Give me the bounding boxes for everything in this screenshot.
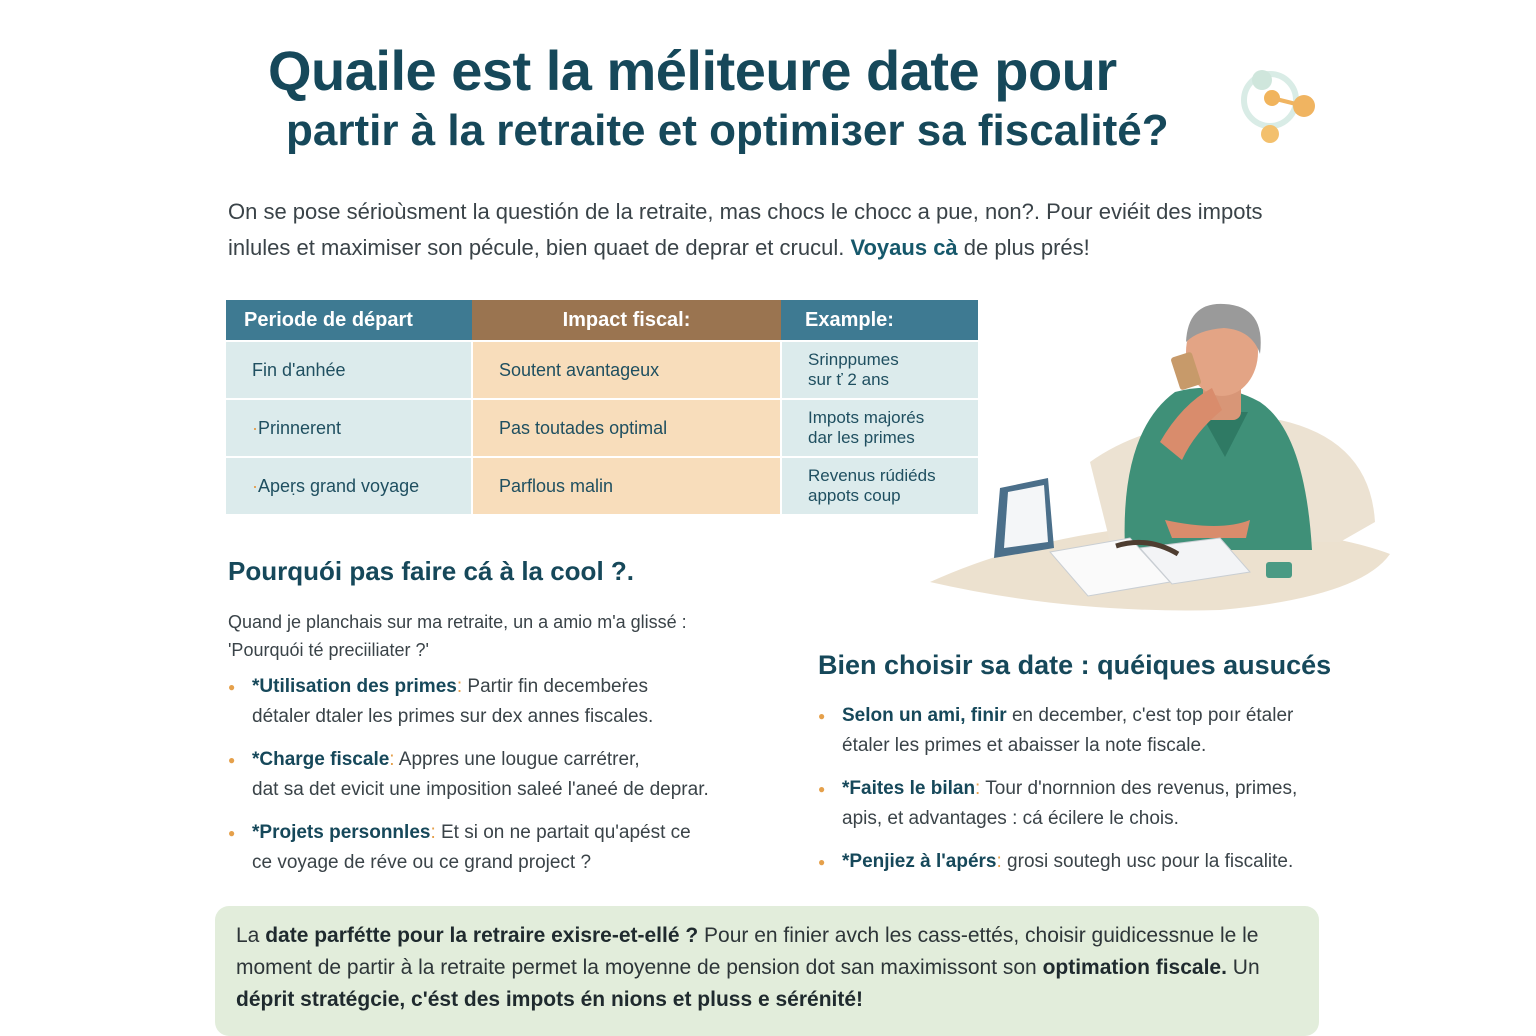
left-bullet-list — [228, 672, 788, 891]
conclusion-bold2: optimation fiscale. — [1042, 956, 1227, 979]
conclusion-box — [215, 906, 1319, 1036]
quote-line1: Quand je planchais sur ma retraite, un a amio m'a glissé : — [228, 612, 687, 632]
item-label: *Penjiez à l'apérs — [842, 851, 997, 872]
right-section-heading: Bien choisir sa date : quéiques ausucés — [818, 650, 1332, 680]
conclusion-text2: Pour en finier avch les cass-ettés, choisir guidicessnue le le moment de partir à la retraite permet la moyenne de pension dot san maximissont son — [236, 924, 1259, 979]
quote-line2: 'Pourquói té preciiliater ?' — [228, 640, 429, 660]
item-text2: étaler les primes et abaisser la note fiscale. — [842, 735, 1207, 756]
item-text: Tour d'nornnion des revenus, primes, — [980, 778, 1298, 799]
list-item — [818, 701, 1378, 761]
item-label: *Charge fiscale — [252, 749, 390, 770]
item-text2: ce voyage de réve ou ce grand project ? — [252, 852, 592, 873]
retiree-thinking-illustration — [920, 292, 1400, 622]
left-section-quote — [228, 608, 788, 664]
periode-text: Apeṛs grand voyage — [258, 475, 420, 496]
table-header-impact: Impact fiscal: — [472, 300, 781, 341]
row-bullet-icon: · — [252, 475, 258, 496]
page-title-line1: Quaile est la méliteure date pour — [268, 39, 1117, 102]
item-text2: apis, et advantages : cá écilere le chois. — [842, 808, 1179, 829]
periode-text: Prinnerent — [258, 417, 342, 438]
intro-text: On se pose sérioùsment la questión de la retraite, mas chocs le chocc a pue, non?. Pour eviéit des impots inlules et maximiser son pécule, bien quaet de deprar et crucul. — [228, 199, 1263, 260]
item-separator: : — [975, 778, 981, 799]
intro-paragraph — [228, 194, 1328, 266]
conclusion-text3: Un — [1226, 956, 1260, 979]
item-text: Partir fin decembeṙes — [462, 676, 648, 697]
example-line2: appots coup — [808, 486, 901, 505]
page-title-line2: partir à la retraite et optimiзer sa fiscalité? — [286, 106, 1169, 155]
example-line2: dar les primes — [808, 428, 915, 447]
item-separator: : — [456, 676, 463, 697]
intro-highlight: Voyaus cà — [850, 235, 958, 260]
item-text2: détaler dtaler les primes sur dex annes fiscales. — [252, 706, 654, 727]
table-cell-impact: Pas toutades optimal — [472, 399, 781, 457]
example-line1: Impots majorés — [808, 408, 925, 427]
table-header-row — [226, 300, 978, 341]
item-separator: : — [430, 822, 436, 843]
item-text: Appres une lougue carrétrer, — [394, 749, 640, 770]
decorative-circles-icon — [1240, 62, 1320, 152]
conclusion-bold3: déprit stratégcie, c'ést des impots én nions et pluss e sérénité! — [236, 988, 864, 1011]
item-separator: : — [996, 851, 1002, 872]
table-header-periode: Periode de départ — [226, 300, 472, 341]
row-bullet-icon: · — [252, 417, 258, 438]
table-cell-impact: Soutent avantageux — [472, 341, 781, 399]
conclusion-bold1: date parfétte pour la retraire exisre-et-ellé ? — [265, 924, 699, 947]
example-line2: sur ť 2 ans — [808, 370, 890, 389]
item-text: Et si on ne partait qu'apést ce — [435, 822, 691, 843]
table-cell-periode — [226, 457, 472, 514]
right-bullet-list — [818, 701, 1378, 890]
table-cell-impact: Parflous malin — [472, 457, 781, 514]
item-label: *Utilisation des primes — [252, 676, 457, 697]
example-line1: Revenus rúdiéds — [808, 466, 936, 485]
item-text2: dat sa det evicit une imposition saleé l'aneé de deprar. — [252, 779, 709, 800]
conclusion-text1: La — [236, 924, 266, 947]
conclusion-paragraph — [236, 920, 1306, 1016]
table-header-example: Example: — [781, 300, 978, 341]
table-row — [226, 457, 978, 514]
list-item — [228, 745, 788, 805]
item-label: *Projets personnles — [252, 822, 431, 843]
table-row — [226, 399, 978, 457]
item-text: en december, c'est top poır étaler — [1006, 705, 1294, 726]
example-line1: Srinppumes — [808, 350, 899, 369]
list-item — [228, 672, 788, 732]
intro-tail: de plus prés! — [957, 235, 1090, 260]
list-item — [228, 818, 788, 878]
left-section-heading: Pourquói pas faire cá à la cool ?. — [228, 556, 634, 586]
item-text: grosi soutegh usc pour la fiscalite. — [1001, 851, 1294, 872]
item-label: Selon un ami, finir — [842, 705, 1007, 726]
list-item — [818, 774, 1378, 834]
item-separator: : — [389, 749, 395, 770]
list-item — [818, 847, 1378, 877]
table-cell-periode: Fin d'anhée — [226, 341, 472, 399]
table-cell-periode — [226, 399, 472, 457]
item-label: *Faites le bilan — [842, 778, 976, 799]
table-row — [226, 341, 978, 399]
fiscal-table — [226, 300, 978, 514]
